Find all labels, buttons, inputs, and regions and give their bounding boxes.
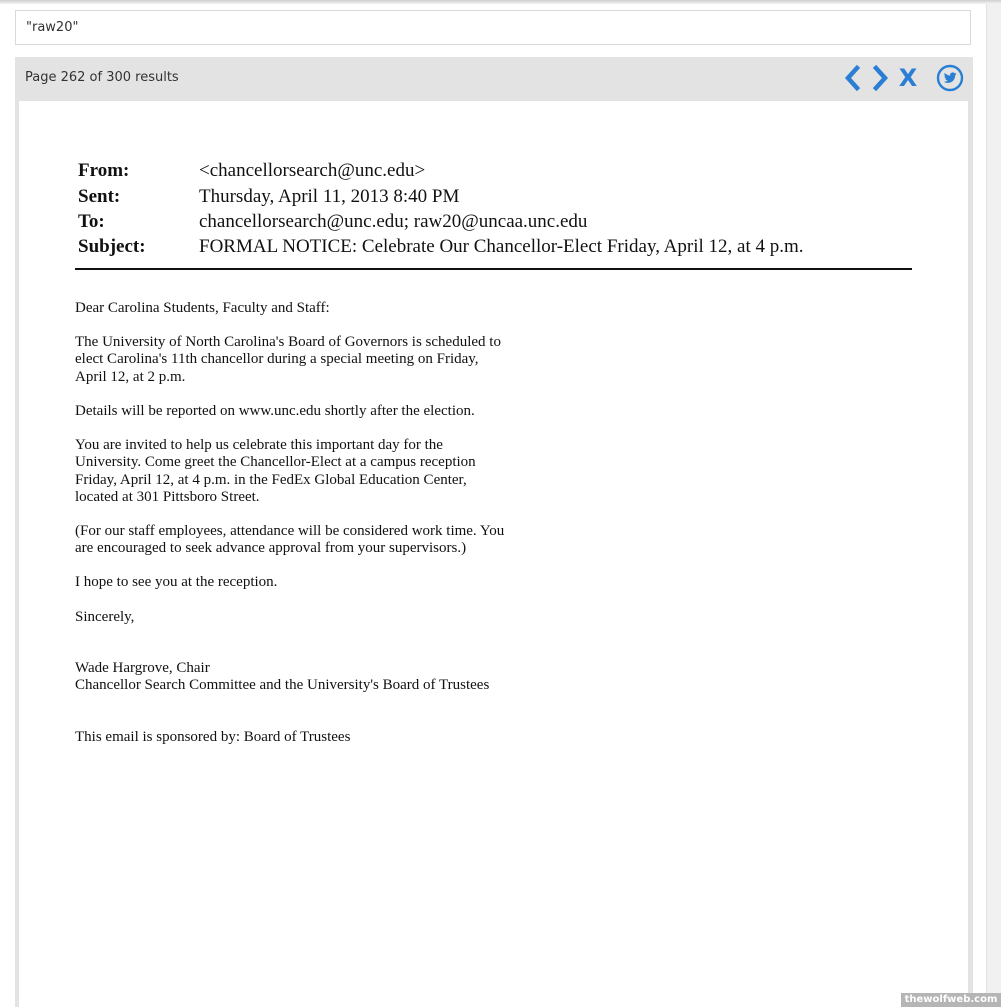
- top-border: [0, 0, 1001, 4]
- text-line: Friday, April 12, at 4 p.m. in the FedEx Global Education Center,: [75, 471, 467, 488]
- email-paragraph: [75, 403, 555, 420]
- header-value: chancellorsearch@unc.edu; raw20@uncaa.unc.edu: [199, 211, 588, 232]
- close-button[interactable]: X: [898, 64, 918, 92]
- signature-name: Wade Hargrove, Chair: [75, 660, 210, 676]
- text-line: elect Carolina's 11th chancellor during a special meeting on Friday,: [75, 351, 479, 368]
- email-closing: Sincerely,: [75, 609, 135, 625]
- next-button[interactable]: [870, 63, 892, 93]
- text-line: Details will be reported on www.unc.edu shortly after the election.: [75, 403, 475, 419]
- header-value: <chancellorsearch@unc.edu>: [199, 160, 426, 181]
- page-count: Page 262 of 300 results: [25, 70, 179, 85]
- document-page: [19, 101, 968, 1007]
- search-input[interactable]: [16, 11, 970, 44]
- email-signature: [75, 660, 555, 695]
- text-line: You are invited to help us celebrate this important day for the: [75, 437, 443, 453]
- text-line: (For our staff employees, attendance will be considered work time. You: [75, 523, 505, 539]
- scrollbar[interactable]: [986, 4, 1001, 1007]
- chevron-right-icon: [872, 65, 890, 91]
- header-label: Subject:: [78, 236, 146, 257]
- header-label: To:: [78, 211, 105, 232]
- email-greeting: Dear Carolina Students, Faculty and Staff:: [75, 300, 330, 316]
- header-value: Thursday, April 11, 2013 8:40 PM: [199, 186, 460, 207]
- email-paragraph: [75, 437, 555, 507]
- header-value: FORMAL NOTICE: Celebrate Our Chancellor-Elect Friday, April 12, at 4 p.m.: [199, 236, 804, 257]
- text-line: April 12, at 2 p.m.: [75, 368, 186, 385]
- email-paragraph: [75, 334, 555, 386]
- chevron-left-icon: [843, 65, 861, 91]
- text-line: University. Come greet the Chancellor-Elect at a campus reception: [75, 454, 476, 471]
- email-sponsor: This email is sponsored by: Board of Trustees: [75, 729, 351, 745]
- signature-title: Chancellor Search Committee and the University's Board of Trustees: [75, 677, 490, 694]
- text-line: located at 301 Pittsboro Street.: [75, 489, 260, 506]
- document-viewer: [15, 57, 973, 1007]
- previous-button[interactable]: [841, 63, 863, 93]
- email-paragraph: [75, 523, 555, 558]
- header-label: Sent:: [78, 186, 121, 207]
- email-paragraph: [75, 574, 555, 591]
- email-document: [19, 101, 968, 1007]
- share-twitter-button[interactable]: [935, 63, 965, 93]
- header-divider: [75, 268, 912, 270]
- header-label: From:: [78, 160, 130, 181]
- search-field[interactable]: [15, 10, 971, 45]
- site-watermark: thewolfweb.com: [901, 993, 1001, 1007]
- text-line: The University of North Carolina's Board of Governors is scheduled to: [75, 334, 501, 350]
- twitter-icon: [936, 64, 964, 92]
- text-line: are encouraged to seek advance approval from your supervisors.): [75, 540, 467, 557]
- text-line: I hope to see you at the reception.: [75, 574, 278, 590]
- viewer-toolbar: [15, 57, 973, 101]
